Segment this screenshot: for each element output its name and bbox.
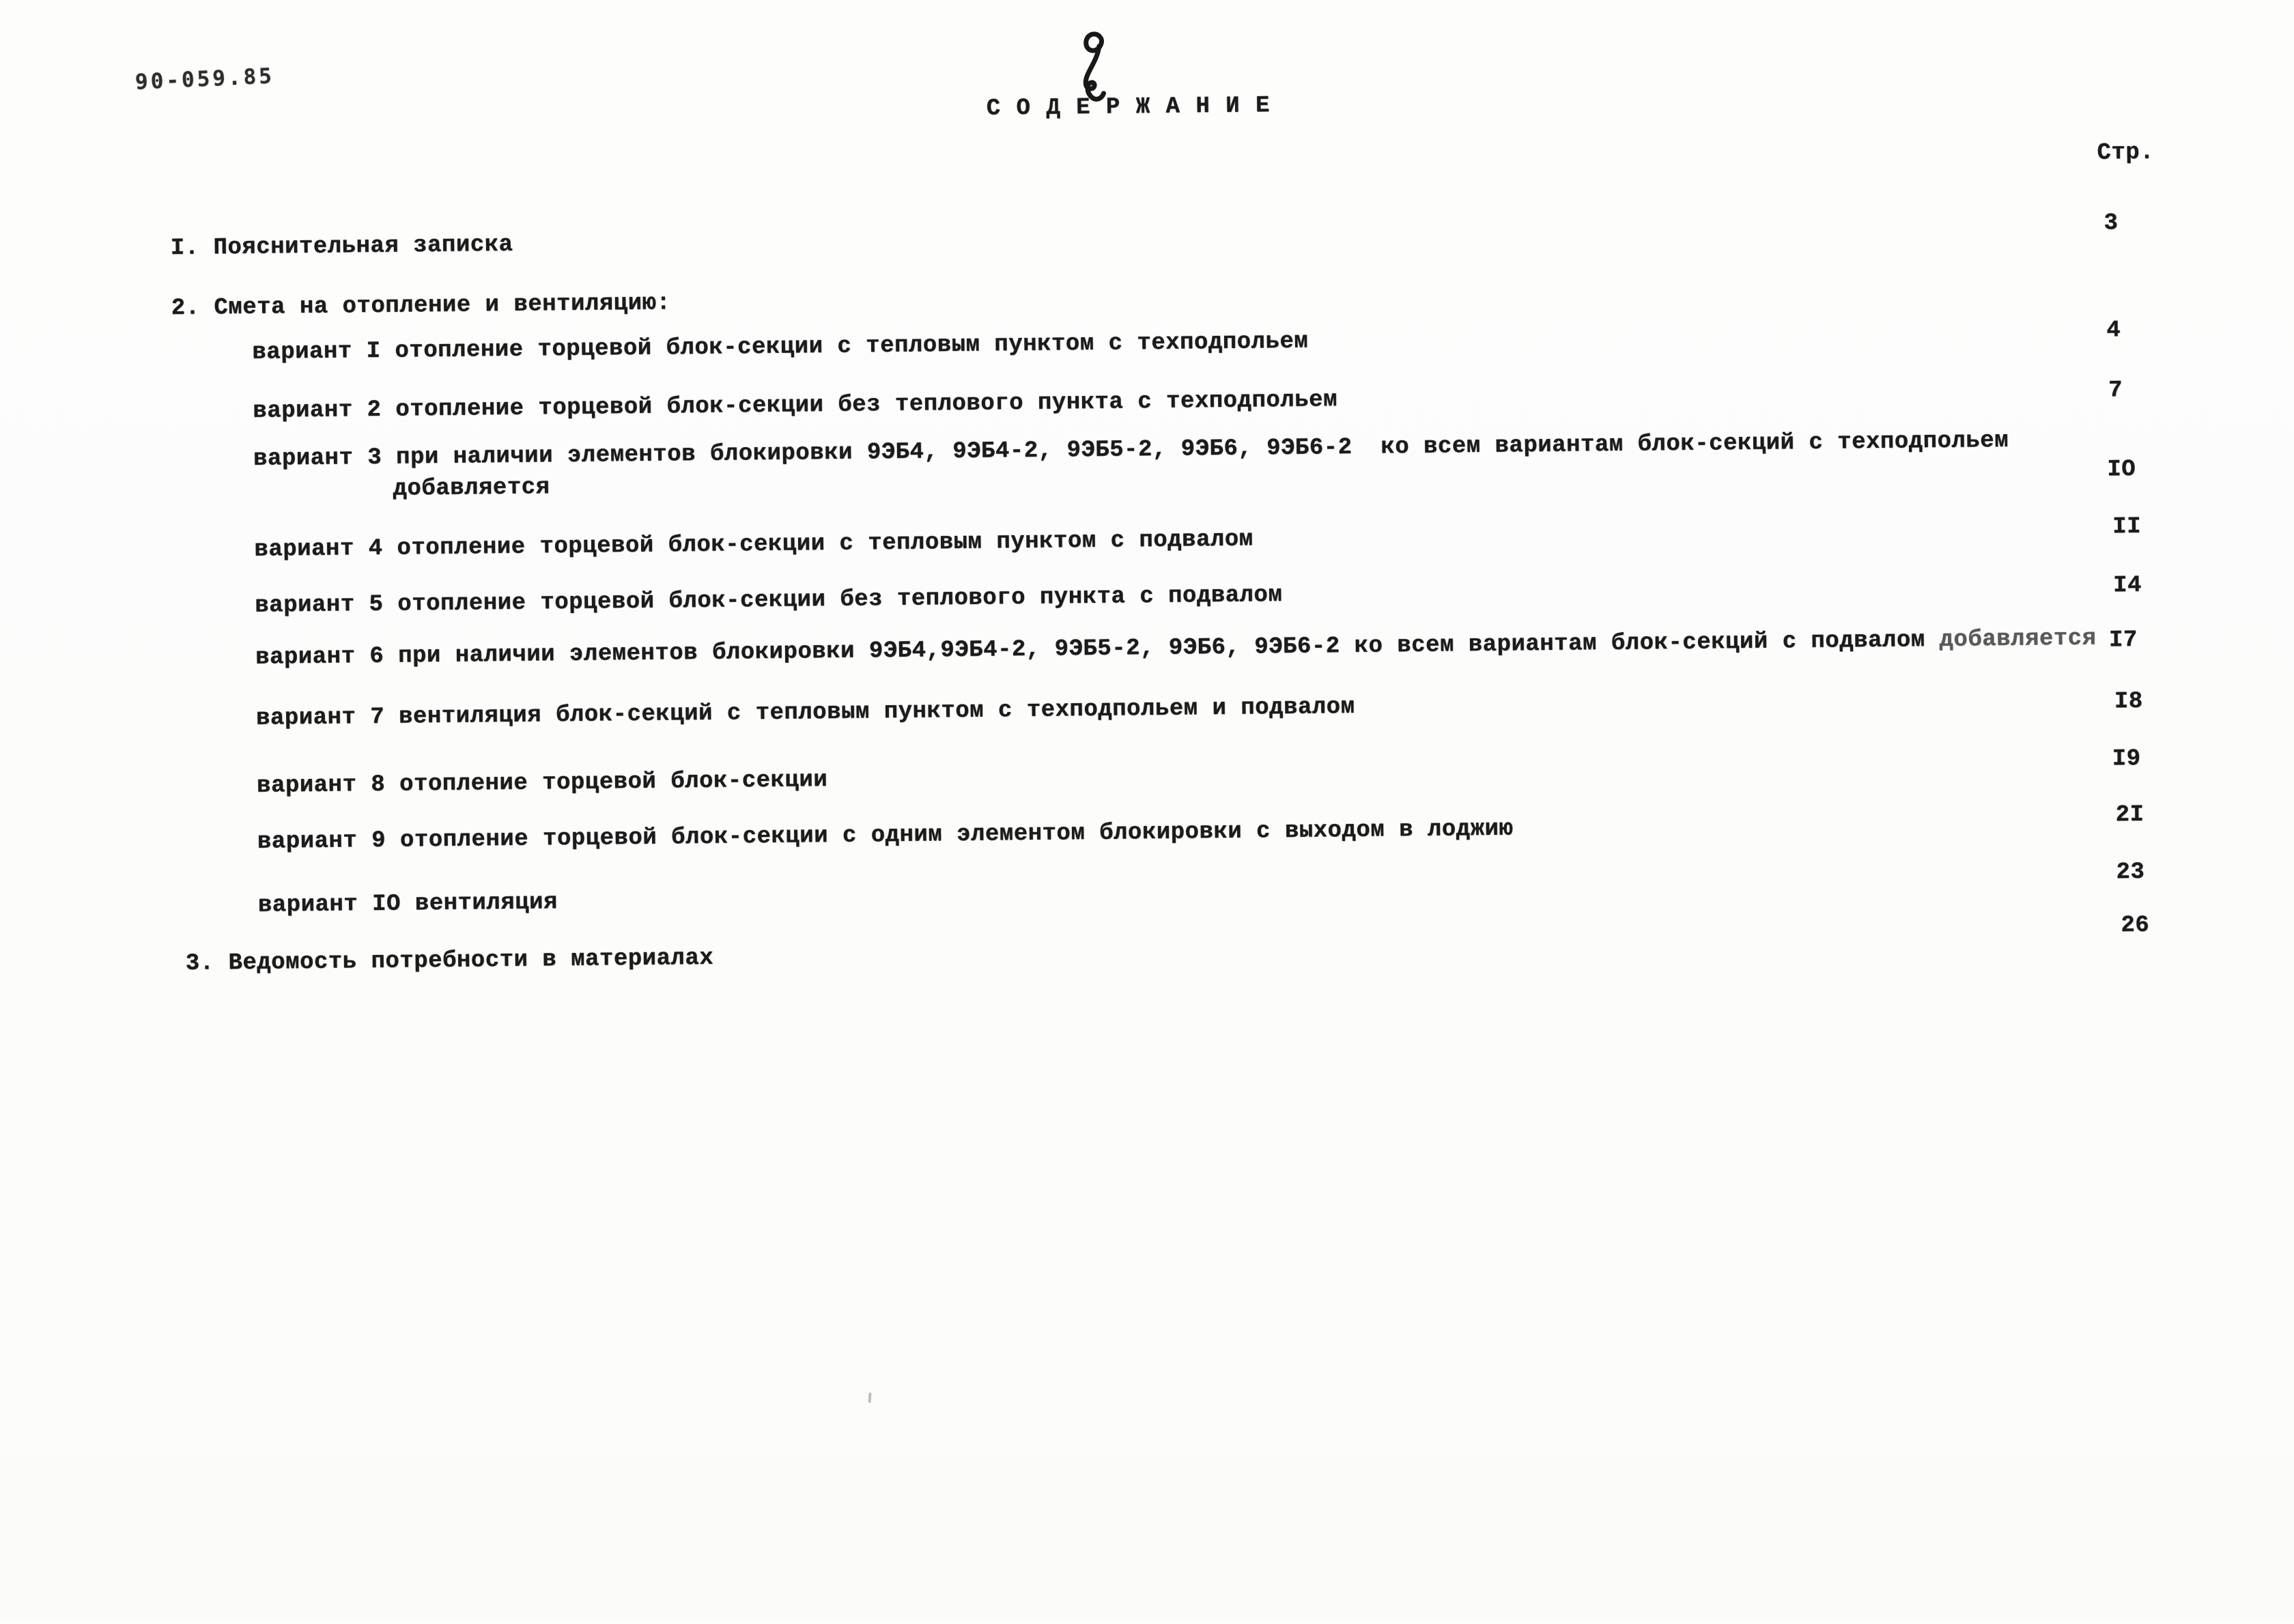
toc-item-page: 23 [2116, 859, 2145, 886]
doc-number: 90-059.85 [134, 63, 275, 95]
toc-item-page: 3 [2104, 210, 2119, 237]
toc-item-page: 4 [2106, 317, 2121, 344]
toc-item-page: 7 [2108, 377, 2123, 404]
toc-item-label: вариант 7 вентиляция блок-секций с тепловым пунктом с техподпольем и подвалом [255, 694, 1355, 732]
toc-item-label: вариант IO вентиляция [257, 889, 558, 919]
toc-item-label-line2: добавляется [393, 474, 550, 502]
toc-item-page: 26 [2121, 912, 2150, 939]
toc-item-page: 2I [2115, 801, 2144, 829]
toc-item-label: вариант 9 отопление торцевой блок-секции с одним элементом блокировки с выходом в лоджию [257, 816, 1514, 855]
toc-item-label: 3. Ведомость потребности в материалах [185, 945, 714, 977]
toc-item-page: I8 [2114, 688, 2143, 715]
toc-item-label: I. Пояснительная записка [170, 231, 513, 262]
toc-item-label: вариант 3 при наличии элементов блокировки 9ЭБ4, 9ЭБ4-2, 9ЭБ5-2, 9ЭБ6, 9ЭБ6-2 ко всем вариантам блок-секций с техподпольем [253, 427, 2009, 472]
toc-item-label: вариант I отопление торцевой блок-секции с тепловым пунктом с техподпольем [252, 328, 1309, 366]
toc-item-label: 2. Смета на отопление и вентиляцию: [171, 290, 671, 322]
toc-item-page: I9 [2112, 745, 2141, 773]
toc-item-page: I7 [2108, 627, 2138, 654]
page-title: С О Д Е Р Ж А Н И Е [986, 93, 1271, 122]
toc-item-label: вариант 2 отопление торцевой блок-секции без теплового пункта с техподпольем [253, 387, 1338, 425]
toc-item-label [255, 625, 2097, 672]
toc-item-page: I4 [2112, 572, 2142, 599]
toc-item-page: IO [2107, 456, 2136, 483]
toc-item-label: вариант 5 отопление торцевой блок-секции без теплового пункта с подвалом [255, 582, 1283, 619]
page-column-header: Стр. [2097, 139, 2155, 167]
toc-item-page: II [2112, 513, 2142, 541]
toc-item-label-main: вариант 6 при наличии элементов блокировки 9ЭБ4,9ЭБ4-2, 9ЭБ5-2, 9ЭБ6, 9ЭБ6-2 ко всем вариантам блок-секций с подвалом [255, 627, 1940, 671]
toc-item-label: вариант 4 отопление торцевой блок-секции с тепловым пунктом с подвалом [254, 526, 1254, 563]
toc-item-label: вариант 8 отопление торцевой блок-секции [256, 767, 828, 799]
toc-item-label-faint: добавляется [1939, 625, 2097, 653]
